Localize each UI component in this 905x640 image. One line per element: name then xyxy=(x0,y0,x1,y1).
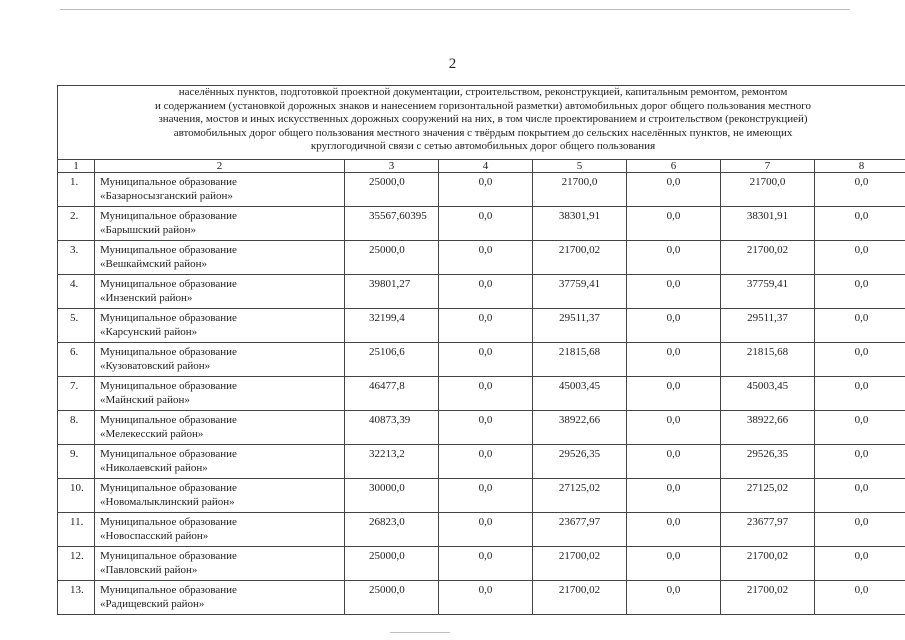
value-col-3: 30000,0 xyxy=(345,479,439,513)
value-col-6: 0,0 xyxy=(627,411,721,445)
municipality-name xyxy=(95,547,345,581)
municipality-name-line1: Муниципальное образование xyxy=(100,176,237,188)
scan-artifact-bottom xyxy=(390,632,450,633)
value-col-3: 40873,39 xyxy=(345,411,439,445)
municipality-name-line2: «Новомалыклинский район» xyxy=(100,496,235,508)
value-col-5: 37759,41 xyxy=(533,275,627,309)
row-number: 2. xyxy=(58,207,95,241)
value-col-7: 21700,02 xyxy=(721,581,815,615)
value-col-8: 0,0 xyxy=(815,207,905,241)
value-col-8: 0,0 xyxy=(815,513,905,547)
value-col-4: 0,0 xyxy=(439,207,533,241)
column-number: 1 xyxy=(58,160,95,173)
value-col-7: 29526,35 xyxy=(721,445,815,479)
value-col-3: 46477,8 xyxy=(345,377,439,411)
value-col-6: 0,0 xyxy=(627,207,721,241)
municipality-name xyxy=(95,411,345,445)
value-col-3: 25000,0 xyxy=(345,581,439,615)
row-number: 5. xyxy=(58,309,95,343)
column-numbers-row xyxy=(58,160,905,173)
value-col-4: 0,0 xyxy=(439,173,533,207)
municipality-name xyxy=(95,309,345,343)
value-col-3: 25000,0 xyxy=(345,241,439,275)
municipality-name xyxy=(95,377,345,411)
municipality-name-line1: Муниципальное образование xyxy=(100,516,237,528)
value-col-6: 0,0 xyxy=(627,513,721,547)
table-row xyxy=(58,547,905,581)
table-row xyxy=(58,173,905,207)
value-col-8: 0,0 xyxy=(815,173,905,207)
value-col-5: 21700,02 xyxy=(533,547,627,581)
row-number: 10. xyxy=(58,479,95,513)
row-number: 4. xyxy=(58,275,95,309)
municipality-name-line2: «Карсунский район» xyxy=(100,326,198,338)
column-number: 3 xyxy=(345,160,439,173)
value-col-3: 39801,27 xyxy=(345,275,439,309)
municipality-name-line1: Муниципальное образование xyxy=(100,312,237,324)
row-number: 3. xyxy=(58,241,95,275)
value-col-5: 38301,91 xyxy=(533,207,627,241)
value-col-3: 32199,4 xyxy=(345,309,439,343)
value-col-7: 21700,02 xyxy=(721,547,815,581)
value-col-4: 0,0 xyxy=(439,411,533,445)
header-line: автомобильных дорог общего пользования местного значения с твёрдым покрытием до сельских населённых пунктов, не имеющих xyxy=(173,126,793,139)
value-col-3: 25106,6 xyxy=(345,343,439,377)
value-col-5: 29526,35 xyxy=(533,445,627,479)
municipality-name-line1: Муниципальное образование xyxy=(100,210,237,222)
value-col-5: 21815,68 xyxy=(533,343,627,377)
value-col-8: 0,0 xyxy=(815,445,905,479)
value-col-5: 45003,45 xyxy=(533,377,627,411)
municipality-name xyxy=(95,513,345,547)
table-row xyxy=(58,275,905,309)
value-col-5: 23677,97 xyxy=(533,513,627,547)
row-number: 9. xyxy=(58,445,95,479)
header-line: населённых пунктов, подготовкой проектной документации, строительством, реконструкцией, капитальным ремонтом, ремонтом xyxy=(178,86,788,98)
table-header-text xyxy=(58,86,905,160)
municipal-funding-table xyxy=(57,85,905,615)
value-col-6: 0,0 xyxy=(627,547,721,581)
column-number: 5 xyxy=(533,160,627,173)
value-col-5: 38922,66 xyxy=(533,411,627,445)
page-number: 2 xyxy=(448,56,457,72)
value-col-6: 0,0 xyxy=(627,581,721,615)
value-col-7: 29511,37 xyxy=(721,309,815,343)
municipality-name-line2: «Кузоватовский район» xyxy=(100,360,211,372)
municipality-name-line1: Муниципальное образование xyxy=(100,448,237,460)
value-col-8: 0,0 xyxy=(815,411,905,445)
column-number: 2 xyxy=(95,160,345,173)
table-row xyxy=(58,309,905,343)
municipality-name xyxy=(95,207,345,241)
value-col-6: 0,0 xyxy=(627,275,721,309)
municipality-name xyxy=(95,343,345,377)
value-col-4: 0,0 xyxy=(439,309,533,343)
municipality-name-line2: «Павловский район» xyxy=(100,564,198,576)
table-row xyxy=(58,377,905,411)
header-line: круглогодичной связи с сетью автомобильных дорог общего пользования xyxy=(310,140,656,152)
row-number: 6. xyxy=(58,343,95,377)
scan-artifact-top xyxy=(60,9,850,10)
value-col-3: 25000,0 xyxy=(345,547,439,581)
column-number: 6 xyxy=(627,160,721,173)
value-col-8: 0,0 xyxy=(815,343,905,377)
municipality-name xyxy=(95,445,345,479)
row-number: 7. xyxy=(58,377,95,411)
value-col-4: 0,0 xyxy=(439,275,533,309)
value-col-6: 0,0 xyxy=(627,241,721,275)
municipality-name-line1: Муниципальное образование xyxy=(100,346,237,358)
value-col-7: 38301,91 xyxy=(721,207,815,241)
value-col-3: 35567,60395 xyxy=(345,207,439,241)
value-col-4: 0,0 xyxy=(439,547,533,581)
municipality-name-line2: «Майнский район» xyxy=(100,394,190,406)
value-col-7: 38922,66 xyxy=(721,411,815,445)
value-col-8: 0,0 xyxy=(815,479,905,513)
municipality-name xyxy=(95,479,345,513)
value-col-3: 25000,0 xyxy=(345,173,439,207)
value-col-8: 0,0 xyxy=(815,547,905,581)
column-number: 7 xyxy=(721,160,815,173)
municipality-name-line1: Муниципальное образование xyxy=(100,584,237,596)
municipality-name xyxy=(95,241,345,275)
value-col-8: 0,0 xyxy=(815,275,905,309)
value-col-7: 27125,02 xyxy=(721,479,815,513)
table-row xyxy=(58,513,905,547)
table-row xyxy=(58,445,905,479)
value-col-3: 32213,2 xyxy=(345,445,439,479)
value-col-6: 0,0 xyxy=(627,445,721,479)
value-col-7: 21815,68 xyxy=(721,343,815,377)
municipality-name-line2: «Радищевский район» xyxy=(100,598,205,610)
municipality-name xyxy=(95,275,345,309)
row-number: 11. xyxy=(58,513,95,547)
value-col-4: 0,0 xyxy=(439,513,533,547)
row-number: 13. xyxy=(58,581,95,615)
value-col-6: 0,0 xyxy=(627,479,721,513)
value-col-6: 0,0 xyxy=(627,309,721,343)
table-row xyxy=(58,207,905,241)
value-col-6: 0,0 xyxy=(627,173,721,207)
value-col-3: 26823,0 xyxy=(345,513,439,547)
value-col-5: 21700,0 xyxy=(533,173,627,207)
municipality-name xyxy=(95,581,345,615)
table-row xyxy=(58,479,905,513)
header-line: и содержанием (установкой дорожных знаков и нанесением горизонтальной разметки) автомобильных дорог общего пользования местного xyxy=(155,99,812,112)
value-col-4: 0,0 xyxy=(439,479,533,513)
value-col-7: 21700,0 xyxy=(721,173,815,207)
column-number: 8 xyxy=(815,160,905,173)
value-col-7: 37759,41 xyxy=(721,275,815,309)
municipality-name-line1: Муниципальное образование xyxy=(100,244,237,256)
municipality-name-line2: «Базарносызганский район» xyxy=(100,190,233,202)
table-row xyxy=(58,581,905,615)
value-col-4: 0,0 xyxy=(439,343,533,377)
municipality-name-line2: «Николаевский район» xyxy=(100,462,208,474)
municipality-name-line2: «Вешкаймский район» xyxy=(100,258,208,270)
municipality-name-line1: Муниципальное образование xyxy=(100,414,237,426)
value-col-8: 0,0 xyxy=(815,309,905,343)
municipality-name-line2: «Инзенский район» xyxy=(100,292,193,304)
row-number: 12. xyxy=(58,547,95,581)
table-header-row xyxy=(58,86,905,160)
value-col-6: 0,0 xyxy=(627,377,721,411)
row-number: 1. xyxy=(58,173,95,207)
value-col-5: 21700,02 xyxy=(533,241,627,275)
value-col-7: 21700,02 xyxy=(721,241,815,275)
value-col-4: 0,0 xyxy=(439,377,533,411)
municipality-name-line1: Муниципальное образование xyxy=(100,550,237,562)
value-col-4: 0,0 xyxy=(439,445,533,479)
value-col-7: 45003,45 xyxy=(721,377,815,411)
value-col-5: 27125,02 xyxy=(533,479,627,513)
municipality-name-line2: «Мелекесский район» xyxy=(100,428,204,440)
municipality-name-line2: «Барышский район» xyxy=(100,224,196,236)
municipality-name-line1: Муниципальное образование xyxy=(100,482,237,494)
value-col-8: 0,0 xyxy=(815,581,905,615)
column-number: 4 xyxy=(439,160,533,173)
municipality-name-line2: «Новоспасский район» xyxy=(100,530,209,542)
value-col-6: 0,0 xyxy=(627,343,721,377)
municipality-name-line1: Муниципальное образование xyxy=(100,380,237,392)
table-row xyxy=(58,411,905,445)
value-col-4: 0,0 xyxy=(439,241,533,275)
table-row xyxy=(58,241,905,275)
municipality-name xyxy=(95,173,345,207)
value-col-7: 23677,97 xyxy=(721,513,815,547)
value-col-4: 0,0 xyxy=(439,581,533,615)
table-row xyxy=(58,343,905,377)
row-number: 8. xyxy=(58,411,95,445)
value-col-5: 21700,02 xyxy=(533,581,627,615)
value-col-8: 0,0 xyxy=(815,377,905,411)
value-col-5: 29511,37 xyxy=(533,309,627,343)
municipality-name-line1: Муниципальное образование xyxy=(100,278,237,290)
value-col-8: 0,0 xyxy=(815,241,905,275)
header-line: значения, мостов и иных искусственных дорожных сооружений на них, в том числе проектированием и строительством (реконструкцией) xyxy=(158,113,808,125)
